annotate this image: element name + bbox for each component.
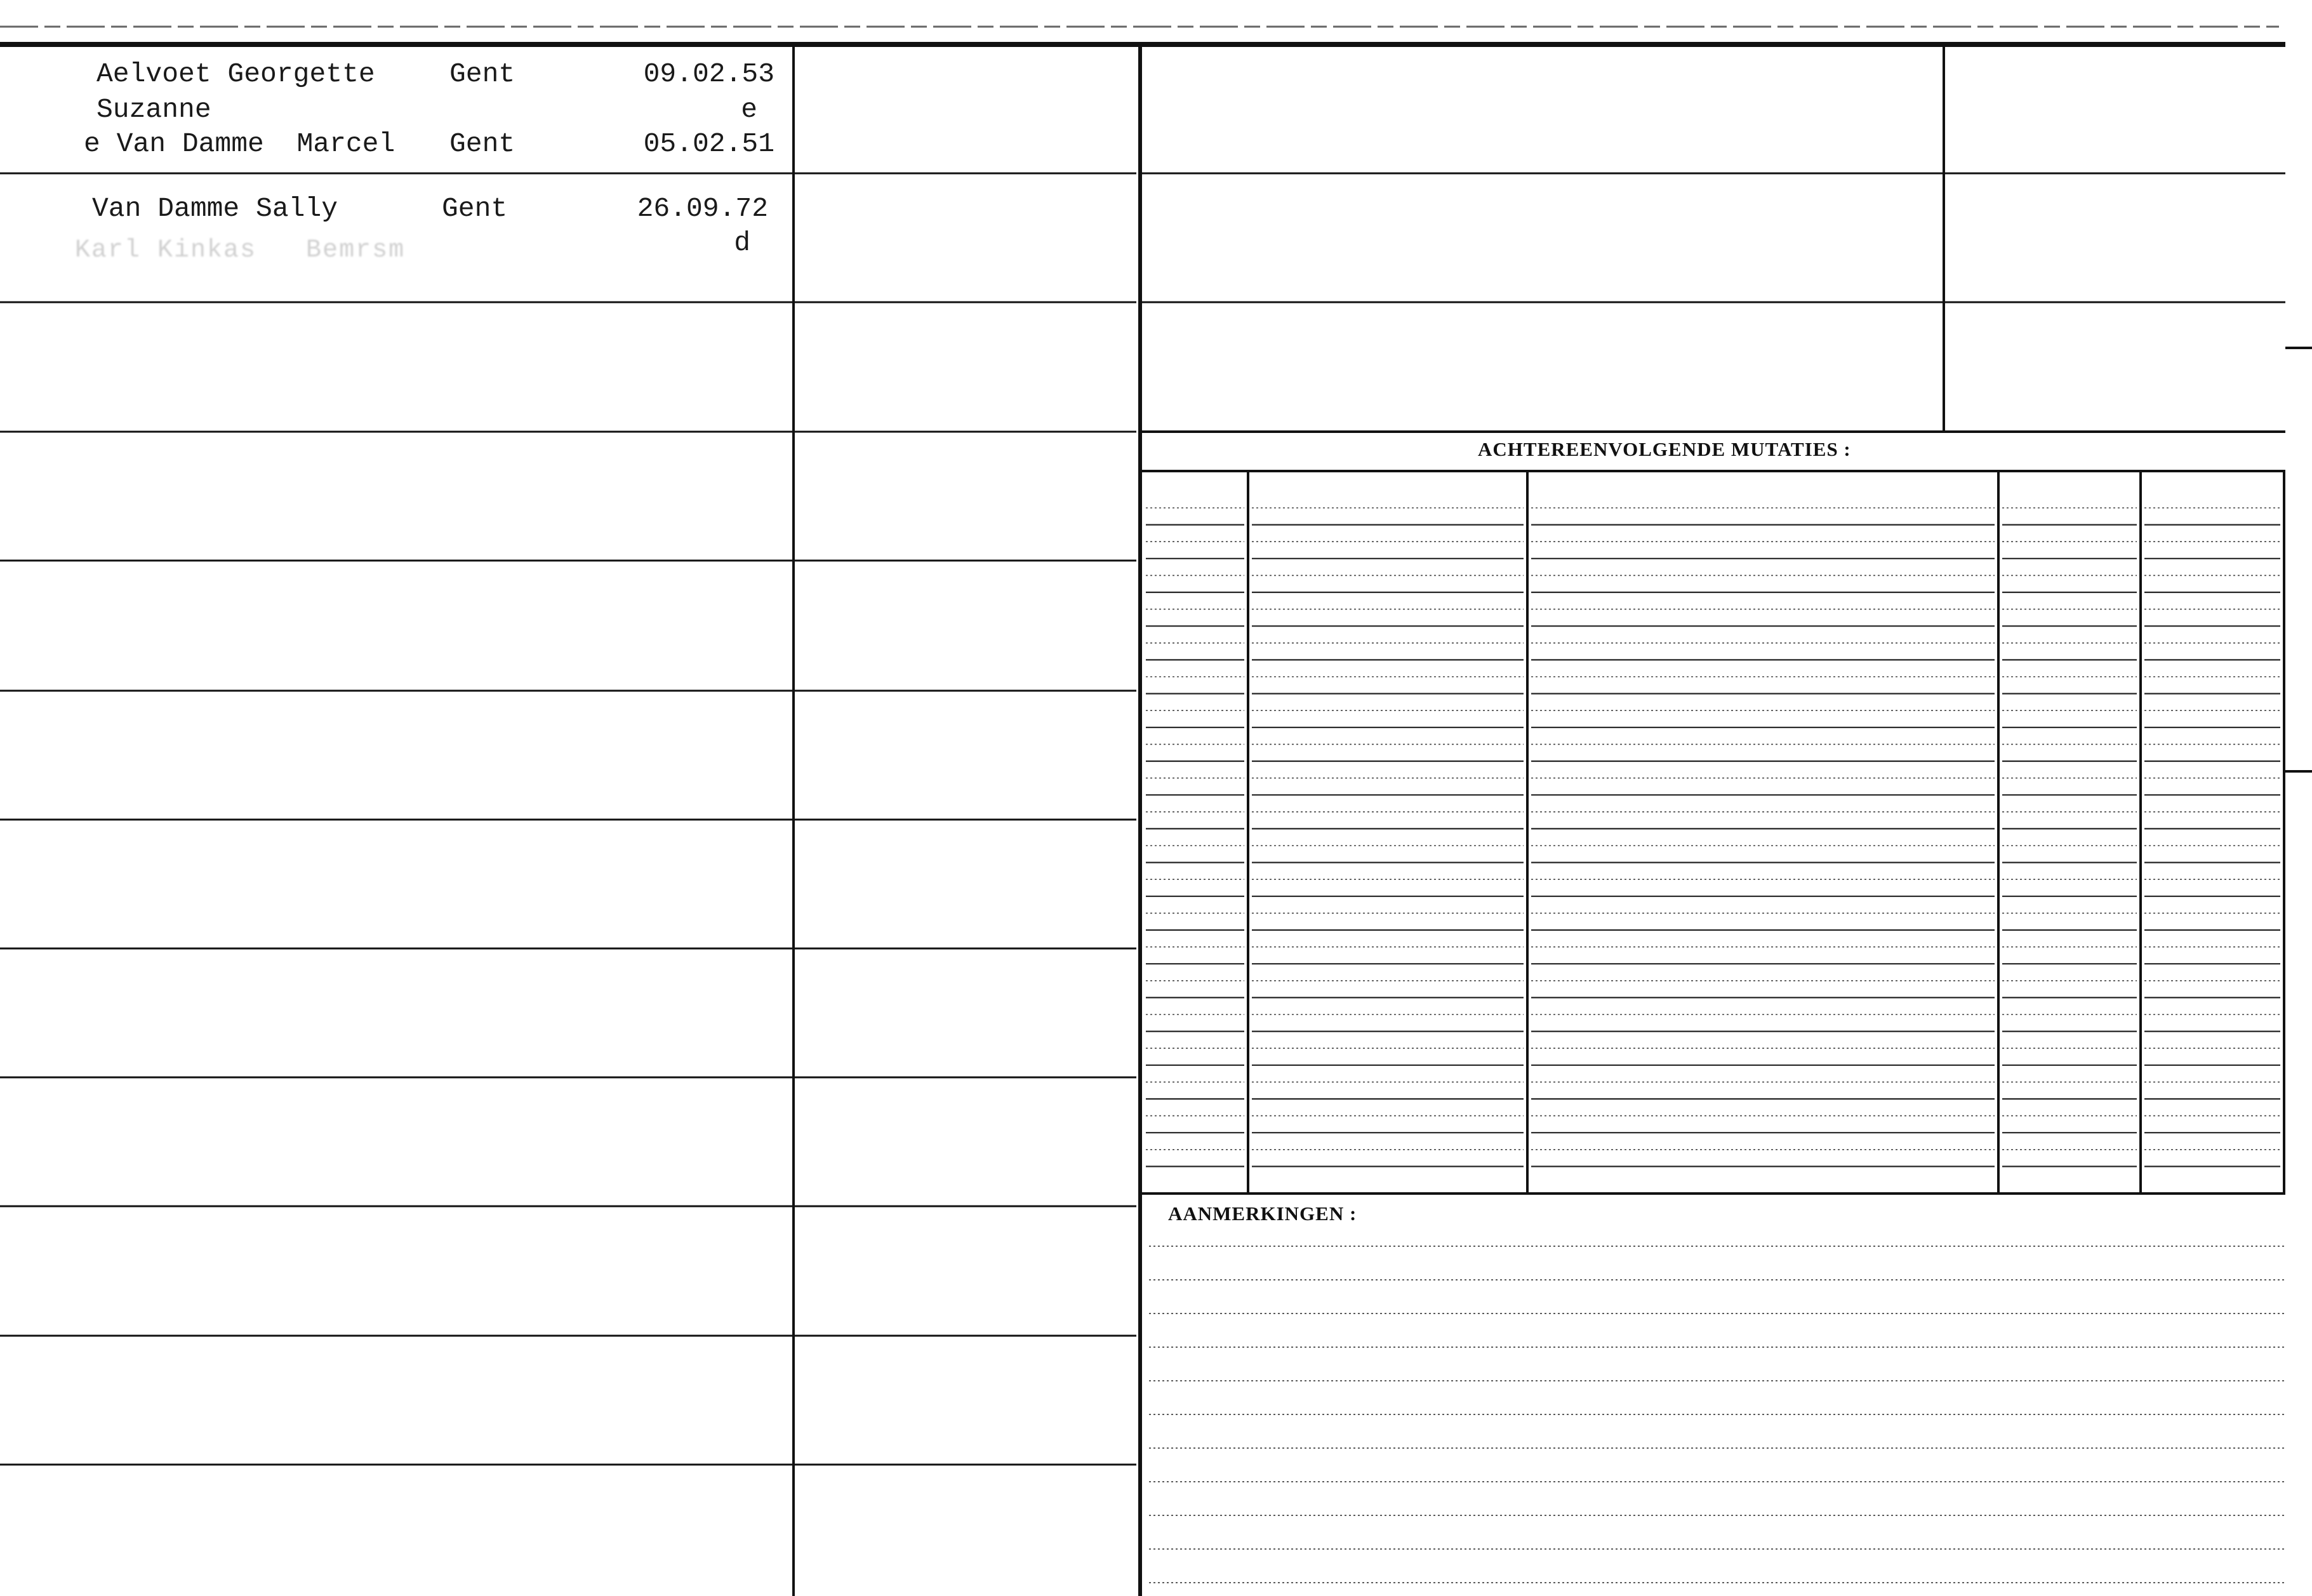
record-2-name: Van Damme Sally	[92, 193, 338, 224]
record-2-place: Gent	[442, 193, 508, 224]
record-1-spouse-place: Gent	[449, 128, 515, 159]
record-1-name-line-2: Suzanne	[96, 94, 211, 125]
mutations-heading: ACHTEREENVOLGENDE MUTATIES :	[1478, 438, 1851, 460]
record-1-place: Gent	[449, 58, 515, 90]
record-2-date: 26.09.72	[637, 193, 768, 224]
record-1-date: 09.02.53	[643, 58, 774, 90]
record-1-name: Aelvoet Georgette	[96, 58, 375, 90]
redacted-text: Karl Kinkas Bemrsm	[75, 236, 406, 265]
record-1-spouse-name: e Van Damme Marcel	[84, 128, 395, 159]
remarks-heading: AANMERKINGEN :	[1168, 1202, 1357, 1225]
record-1-spouse-date: 05.02.51	[643, 128, 774, 159]
record-1-date-line-2: e	[741, 94, 757, 125]
record-2-date-line-2: d	[734, 227, 750, 258]
